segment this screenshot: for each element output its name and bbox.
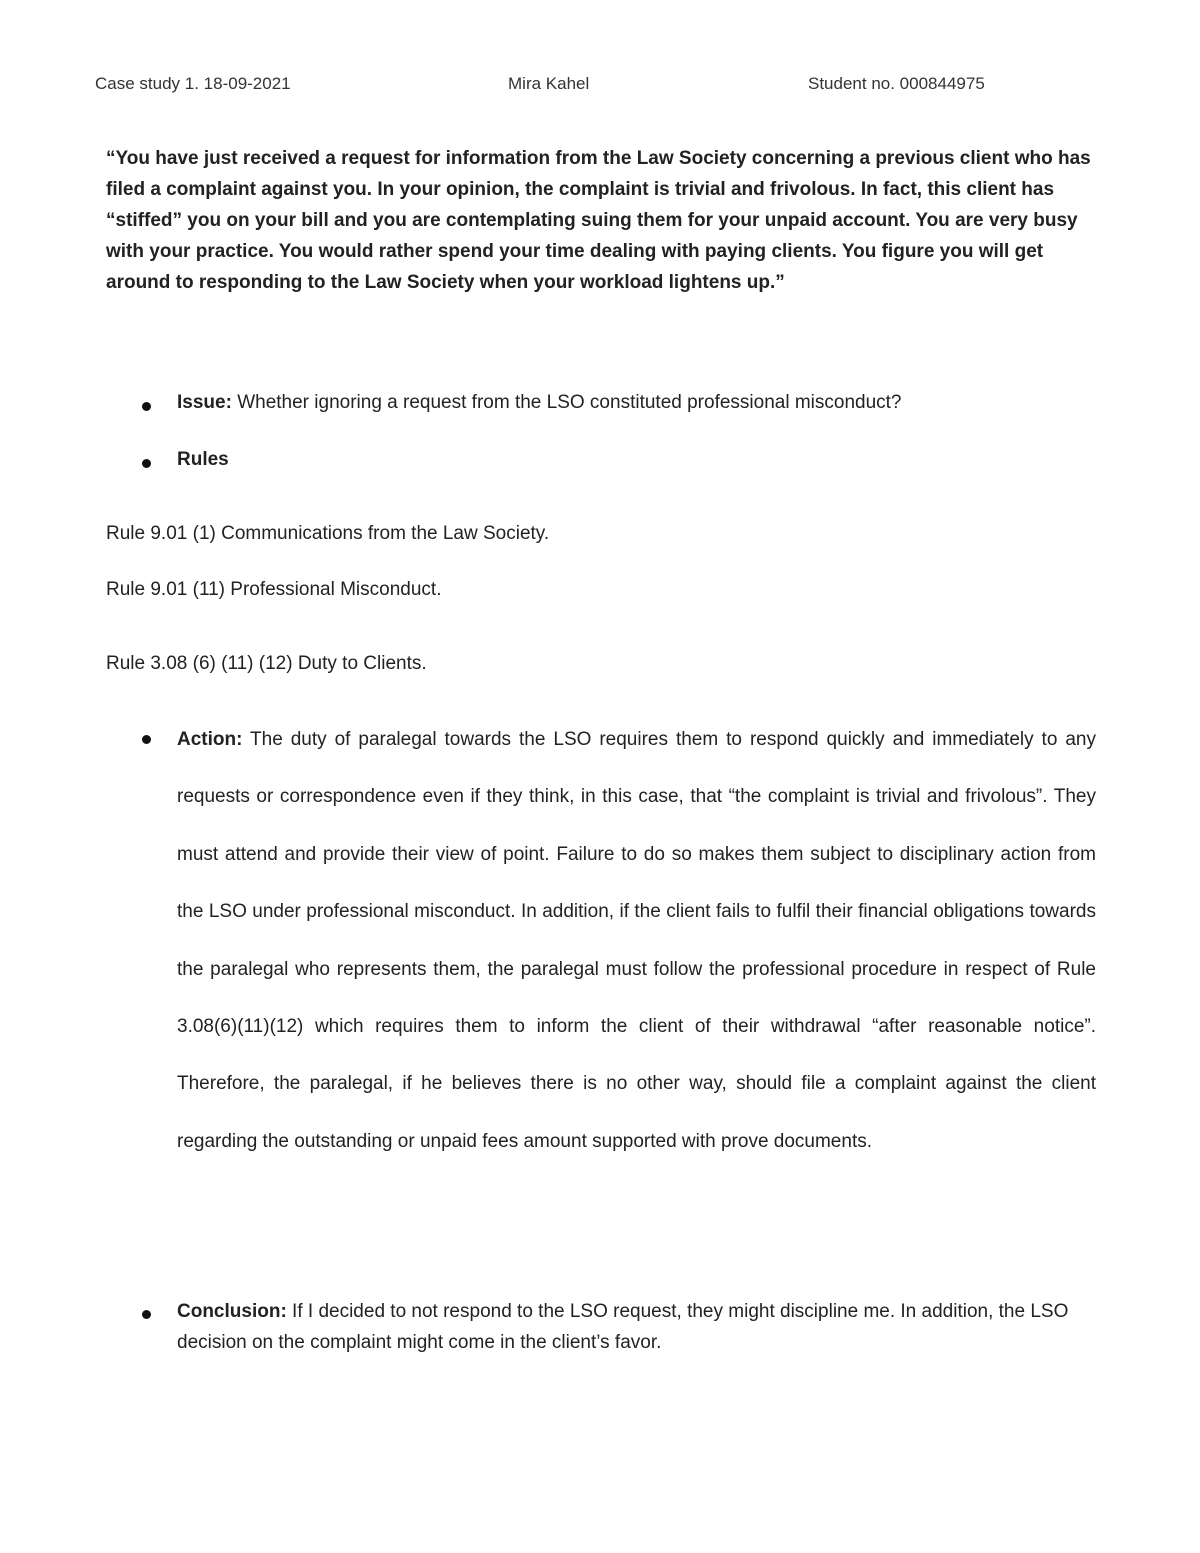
- rules-heading: Rules: [177, 449, 229, 470]
- conclusion-item: [106, 1300, 1096, 1366]
- action-item: [106, 725, 1096, 1285]
- rule-line: Rule 9.01 (1) Communications from the Law Society.: [106, 523, 550, 544]
- issue-body: Whether ignoring a request from the LSO constituted professional misconduct?: [231, 392, 902, 413]
- bullet-icon: [142, 459, 151, 468]
- rules-heading-wrap: [177, 449, 1096, 471]
- conclusion-text: [177, 1296, 1096, 1358]
- bullet-icon: [142, 735, 151, 744]
- header-case-study: Case study 1. 18-09-2021: [95, 74, 291, 93]
- conclusion-body: If I decided to not respond to the LSO request, they might discipline me. In addition, the LSO decision on the complaint might come in the client’s favor.: [177, 1301, 1069, 1353]
- bullet-icon: [142, 1310, 151, 1319]
- action-text: [177, 711, 1096, 1170]
- issue-item: [106, 392, 1096, 422]
- conclusion-label: Conclusion:: [177, 1301, 287, 1322]
- header-student-number: Student no. 000844975: [808, 74, 985, 93]
- action-label: Action:: [177, 729, 243, 750]
- rule-line: Rule 9.01 (11) Professional Misconduct.: [106, 579, 442, 600]
- rule-line: Rule 3.08 (6) (11) (12) Duty to Clients.: [106, 653, 427, 674]
- action-body: The duty of paralegal towards the LSO requires them to respond quickly and immediately to any requests or correspondence even if they think, in this case, that “the complaint is trivial and frivolous”. They must attend and provide their view of point. Failure to do so makes them subject to disciplinary action from the LSO under professional misconduct. In addition, if the client fails to fulfil their financial obligations towards the paralegal who represents them, the paralegal must follow the professional procedure in respect of Rule 3.08(6)(11)(12) which requires them to inform the client of their withdrawal “after reasonable notice”. Therefore, the paralegal, if he believes there is no other way, should file a complaint against the client regarding the outstanding or unpaid fees amount supported with prove documents.: [177, 729, 1096, 1152]
- issue-label: Issue:: [177, 392, 232, 413]
- rules-item: [106, 449, 1096, 479]
- issue-text: [177, 392, 1096, 414]
- header-author: Mira Kahel: [508, 74, 590, 93]
- bullet-icon: [142, 402, 151, 411]
- page-header: [95, 74, 1105, 98]
- case-quote: “You have just received a request for information from the Law Society concerning a previous client who has filed a complaint against you. In your opinion, the complaint is trivial and frivolous. In fact, this client has “stiffed” you on your bill and you are contemplating suing them for your unpaid account. You are very busy with your practice. You would rather spend your time dealing with paying clients. You figure you will get around to responding to the Law Society when your workload lightens up.”: [106, 148, 1091, 293]
